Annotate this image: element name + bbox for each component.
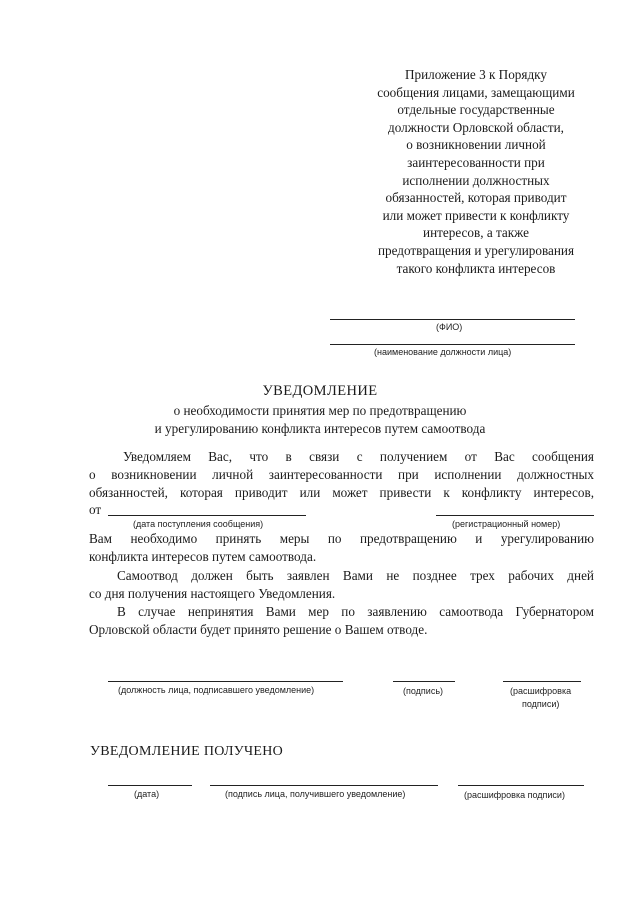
body-line: о возникновении личной заинтересованности при исполнении должностных xyxy=(89,467,594,482)
body-line: обязанностей, которая приводит или может привести к конфликту интересов, xyxy=(89,485,594,500)
appendix-line: сообщения лицами, замещающими xyxy=(377,84,575,100)
signer-position-line xyxy=(108,681,343,682)
appendix-line: заинтересованности при xyxy=(407,154,545,170)
position-field-line xyxy=(330,344,575,345)
fio-field-line xyxy=(330,319,575,320)
date-received-line xyxy=(108,515,306,516)
subtitle-line: и урегулированию конфликта интересов путем самоотвода xyxy=(154,420,486,436)
signer-position-caption: (должность лица, подписавшего уведомление) xyxy=(118,685,315,695)
appendix-line: интересов, а также xyxy=(423,225,529,241)
receipt-decoding-line xyxy=(458,785,584,786)
from-word: от xyxy=(89,502,102,517)
appendix-line: такого конфликта интересов xyxy=(396,260,556,276)
receiver-signature-caption: (подпись лица, получившего уведомление) xyxy=(225,789,406,799)
registration-number-line xyxy=(436,515,594,516)
position-caption: (наименование должности лица) xyxy=(374,347,512,357)
signature-line xyxy=(393,681,455,682)
body-line: Уведомляем Вас, что в связи с получением от Вас сообщения xyxy=(123,449,594,464)
appendix-line: или может привести к конфликту xyxy=(382,207,570,223)
signature-caption: (подпись) xyxy=(403,686,444,696)
body-line: конфликта интересов путем самоотвода. xyxy=(89,549,317,564)
appendix-line: должности Орловской области, xyxy=(388,119,564,135)
receipt-decoding-caption: (расшифровка подписи) xyxy=(464,790,565,800)
registration-number-caption: (регистрационный номер) xyxy=(452,519,561,529)
body-line: со дня получения настоящего Уведомления. xyxy=(89,586,336,601)
receiver-signature-line xyxy=(210,785,438,786)
body-line: Самоотвод должен быть заявлен Вами не позднее трех рабочих дней xyxy=(117,568,594,583)
appendix-line: Приложение 3 к Порядку xyxy=(405,67,547,82)
receipt-title: УВЕДОМЛЕНИЕ ПОЛУЧЕНО xyxy=(90,744,284,759)
appendix-line: исполнении должностных xyxy=(402,172,550,188)
fio-caption: (ФИО) xyxy=(436,322,463,332)
document-subtitle xyxy=(0,402,640,437)
appendix-line: предотвращения и урегулирования xyxy=(377,242,575,258)
decoding-caption: (расшифровка xyxy=(510,686,572,696)
decoding-caption-2: подписи) xyxy=(522,699,560,709)
appendix-line: обязанностей, которая приводит xyxy=(385,190,567,206)
subtitle-line: о необходимости принятия мер по предотвращению xyxy=(173,403,467,418)
decoding-line xyxy=(503,681,581,682)
document-title: УВЕДОМЛЕНИЕ xyxy=(262,383,378,399)
appendix-note xyxy=(330,66,622,277)
body-line: Орловской области будет принято решение о Вашем отводе. xyxy=(89,622,428,637)
appendix-line: отдельные государственные xyxy=(397,102,555,118)
receipt-date-line xyxy=(108,785,192,786)
date-received-caption: (дата поступления сообщения) xyxy=(133,519,264,529)
body-line: Вам необходимо принять меры по предотвращению и урегулированию xyxy=(89,531,594,546)
appendix-line: о возникновении личной xyxy=(406,137,546,153)
body-line: В случае непринятия Вами мер по заявлению самоотвода Губернатором xyxy=(117,604,594,619)
receipt-date-caption: (дата) xyxy=(134,789,160,799)
